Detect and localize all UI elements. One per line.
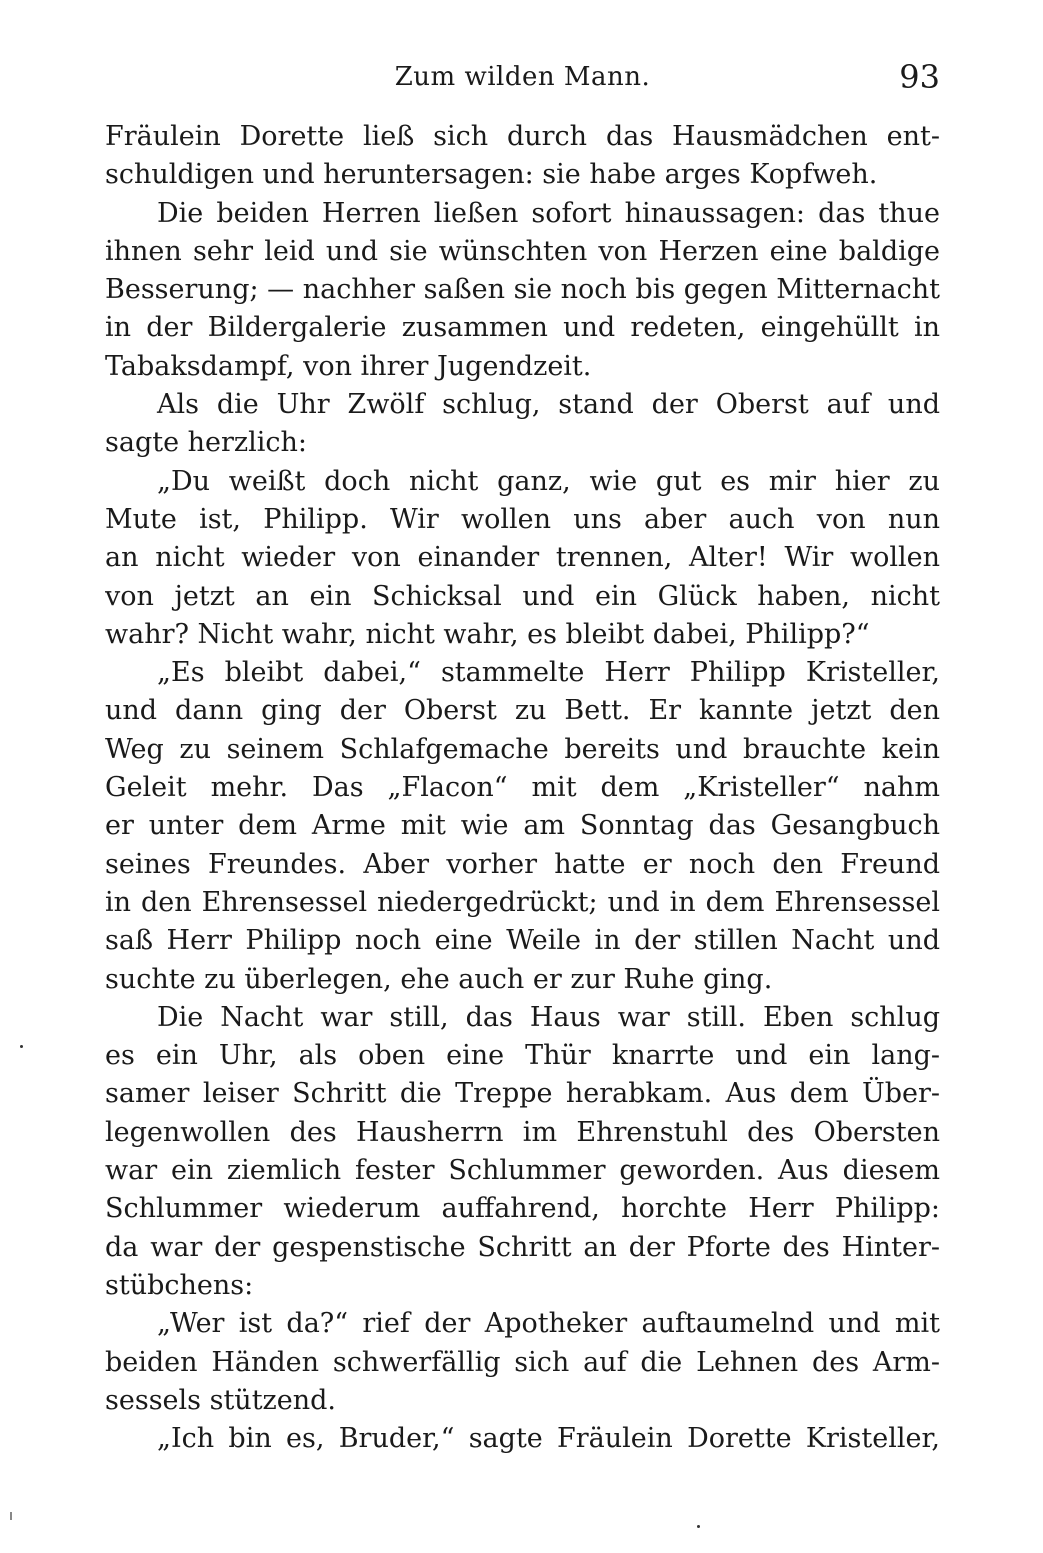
scan-speck — [10, 1512, 12, 1520]
text-line: schuldigen und heruntersagen: sie habe arges Kopfweh. — [105, 159, 878, 191]
text-line: „Wer ist da?“ rief der Apotheker auftaumelnd und mit — [157, 1308, 940, 1340]
text-line: „Ich bin es, Bruder,“ sagte Fräulein Dorette Kristeller, — [157, 1423, 940, 1455]
running-title: Zum wilden Mann. — [394, 62, 651, 92]
text-line: Mute ist, Philipp. Wir wollen uns aber auch von nun — [105, 503, 940, 535]
text-line: stübchens: — [105, 1269, 254, 1301]
text-line: Fräulein Dorette ließ sich durch das Hausmädchen ent- — [105, 121, 940, 152]
text-line: in den Ehrensessel niedergedrückt; und in dem Ehrensessel — [105, 886, 940, 918]
text-line: legenwollen des Hausherrn im Ehrenstuhl des Obersten — [105, 1116, 940, 1148]
text-line: er unter dem Arme mit wie am Sonntag das Gesangbuch — [105, 810, 940, 842]
text-line: es ein Uhr, als oben eine Thür knarrte und ein lang- — [105, 1040, 940, 1072]
scan-speck — [697, 1525, 700, 1528]
scan-speck — [20, 1045, 23, 1048]
text-line: suchte zu überlegen, ehe auch er zur Ruhe ging. — [105, 963, 773, 995]
text-line: Schlummer wiederum auffahrend, horchte Herr Philipp: — [105, 1193, 940, 1225]
text-line: saß Herr Philipp noch eine Weile in der stillen Nacht und — [105, 925, 940, 957]
text-line: seines Freundes. Aber vorher hatte er noch den Freund — [105, 848, 940, 880]
text-line: ihnen sehr leid und sie wünschten von Herzen eine baldige — [105, 235, 940, 267]
text-line: Geleit mehr. Das „Flacon“ mit dem „Kristeller“ nahm — [105, 772, 940, 804]
text-line: sessels stützend. — [105, 1384, 337, 1416]
text-line: sagte herzlich: — [105, 427, 308, 459]
text-line: Tabaksdampf, von ihrer Jugendzeit. — [105, 350, 592, 382]
text-line: Die beiden Herren ließen sofort hinaussagen: das thue — [157, 197, 940, 229]
text-line: da war der gespenstische Schritt an der Pforte des Hinter- — [105, 1231, 940, 1263]
page-header — [105, 58, 940, 102]
text-line: von jetzt an ein Schicksal und ein Glück haben, nicht — [105, 580, 940, 612]
text-line: Besserung; — nachher saßen sie noch bis gegen Mitternacht — [105, 274, 940, 306]
text-line: „Du weißt doch nicht ganz, wie gut es mir hier zu — [157, 465, 940, 497]
text-line: „Es bleibt dabei,“ stammelte Herr Philipp Kristeller, — [157, 657, 940, 689]
text-line: beiden Händen schwerfällig sich auf die Lehnen des Arm- — [105, 1346, 940, 1378]
text-line: war ein ziemlich fester Schlummer geworden. Aus diesem — [105, 1155, 940, 1187]
text-line: und dann ging der Oberst zu Bett. Er kannte jetzt den — [105, 695, 940, 727]
body-text — [105, 118, 940, 1458]
text-line: samer leiser Schritt die Treppe herabkam. Aus dem Über- — [105, 1078, 940, 1110]
page-number: 93 — [899, 58, 940, 96]
text-line: Weg zu seinem Schlafgemache bereits und brauchte kein — [105, 733, 940, 765]
text-line: an nicht wieder von einander trennen, Alter! Wir wollen — [105, 542, 940, 574]
text-line: in der Bildergalerie zusammen und redeten, eingehüllt in — [105, 312, 940, 344]
text-line: Als die Uhr Zwölf schlug, stand der Oberst auf und — [157, 389, 940, 421]
text-line: wahr? Nicht wahr, nicht wahr, es bleibt dabei, Philipp?“ — [105, 618, 870, 650]
text-line: Die Nacht war still, das Haus war still. Eben schlug — [157, 1001, 940, 1033]
